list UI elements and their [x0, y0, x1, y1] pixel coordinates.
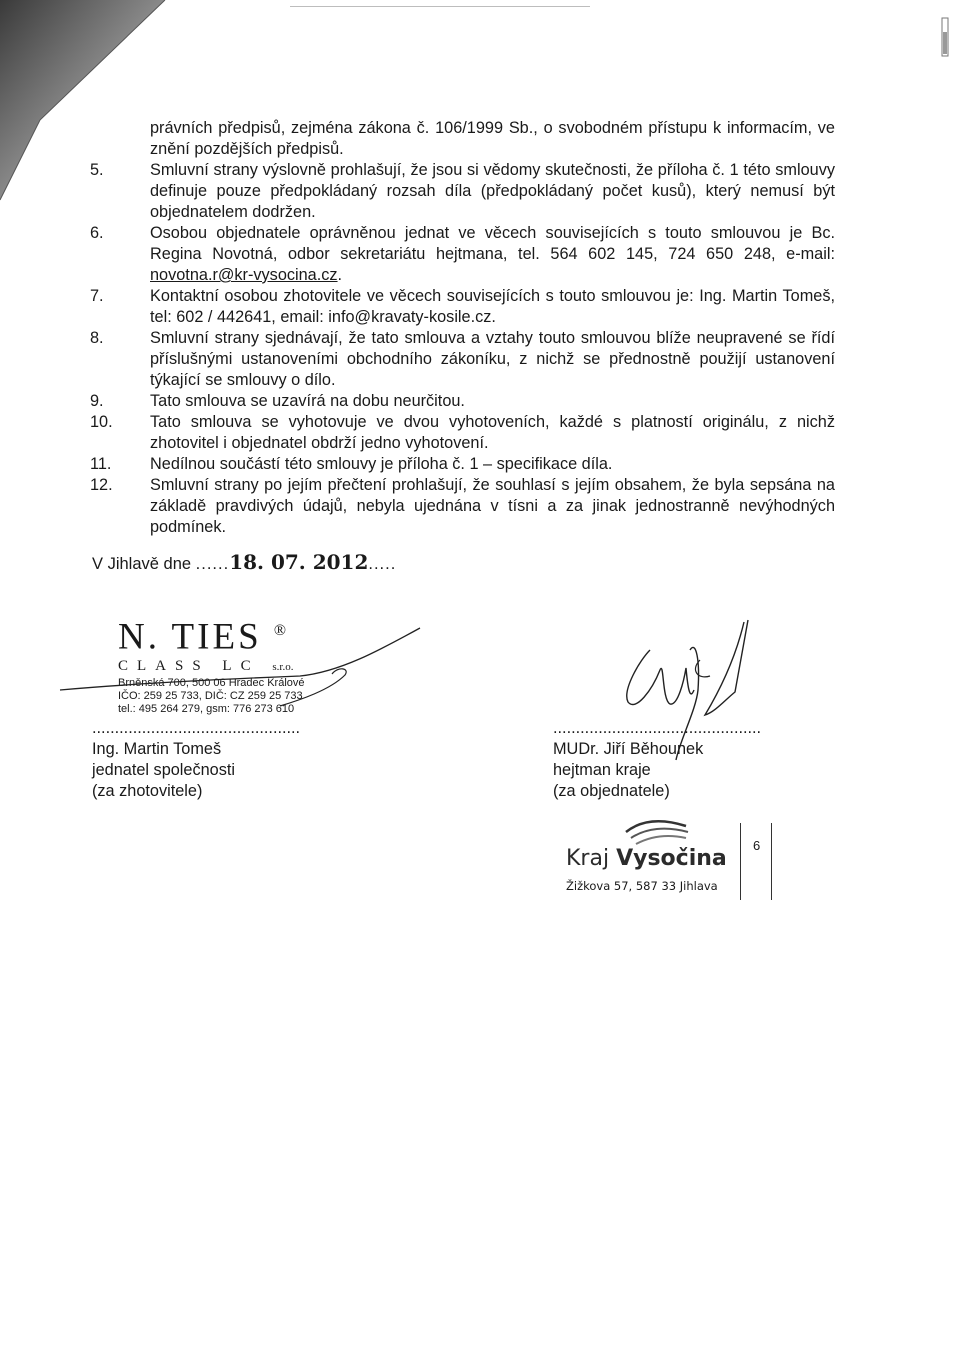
signatory-name: MUDr. Jiří Běhounek: [553, 740, 704, 758]
clause-text: Smluvní strany po jejím přečtení prohlašují, že souhlasí s jejím obsahem, že byla sepsána na základě pravdivých údajů, nebyla ujednána v tísni a za jinak jednostranně nevýhodných podmínek.: [150, 476, 835, 536]
signatory-role: jednatel společnosti: [92, 761, 236, 779]
signature-dots: ..............................................: [553, 719, 762, 737]
clause-text-tail: .: [337, 266, 343, 284]
date-label: V Jihlavě dne: [92, 555, 192, 573]
kraj-logo-icon: [616, 812, 706, 852]
stamp-address: Brněnská 700, 500 06 Hradec Králové: [118, 677, 305, 690]
clause-text: Smluvní strany sjednávají, že tato smlouva a vztahy touto smlouvou blíže neupravené se řídí příslušnými ustanoveními obchodního zákoníku, z nichž se přednostně použijí ustanovení týkající se smlouvy o dílo.: [150, 329, 835, 389]
signatory-name: Ing. Martin Tomeš: [92, 740, 222, 758]
signature-dots: ..............................................: [92, 719, 301, 737]
page-number-box: [740, 823, 772, 900]
email-link[interactable]: novotna.r@kr-vysocina.cz: [150, 266, 338, 284]
clause-number: 12.: [90, 476, 113, 494]
signatory-party: (za zhotovitele): [92, 782, 203, 800]
clause-text-body: Osobou objednatele oprávněnou jednat ve věcech souvisejících s touto smlouvou je Bc. Regina Novotná, odbor sekretariátu hejtmana, tel. 564 602 145, 724 650 248, e-mail:: [150, 224, 835, 263]
clause-text: právních předpisů, zejména zákona č. 106/1999 Sb., o svobodném přístupu k informacím, ve znění pozdějších předpisů.: [150, 119, 835, 158]
signatory-party: (za objednatele): [553, 782, 670, 800]
stamp-tel: tel.: 495 264 279, gsm: 776 273 610: [118, 703, 295, 716]
clause-text: Smluvní strany výslovně prohlašují, že jsou si vědomy skutečnosti, že příloha č. 1 této smlouvy definuje pouze předpokládaný rozsah díla (předpokládaný počet kusů), který nemusí být objednatelem dodržen.: [150, 161, 835, 221]
clause-text: Kontaktní osobou zhotovitele ve věcech souvisejících s touto smlouvou je: Ing. Martin Tomeš, tel: 602 / 442641, email: info@kravaty-kosile.cz.: [150, 287, 835, 326]
registered-mark: ®: [273, 622, 287, 639]
clause-number: 6.: [90, 224, 104, 242]
date-dots-after: .....: [368, 555, 397, 573]
clause-number: 7.: [90, 287, 104, 305]
clause-number: 8.: [90, 329, 104, 347]
stamp-sro: s.r.o.: [272, 661, 294, 674]
stamp-ico: IČO: 259 25 733, DIČ: CZ 259 25 733: [118, 690, 303, 703]
kraj-name-bold: Vysočina: [616, 846, 727, 871]
kraj-vysocina-stamp: [566, 812, 736, 893]
clause-number: 10.: [90, 413, 113, 431]
date-dots: ......: [195, 555, 230, 573]
signatory-left: [92, 718, 300, 802]
kraj-address: Žižkova 57, 587 33 Jihlava: [566, 879, 718, 893]
kraj-name-light: Kraj: [566, 846, 610, 871]
handwritten-date: 18. 07. 2012: [229, 550, 369, 574]
clause-number: 5.: [90, 161, 104, 179]
page-number: 6: [753, 838, 761, 853]
signatory-role: hejtman kraje: [553, 761, 651, 779]
signatory-right: [553, 718, 761, 802]
clause-text: Tato smlouva se vyhotovuje ve dvou vyhotoveních, každé s platností originálu, z nichž zhotovitel i objednatel obdrží jedno vyhotovení.: [150, 413, 835, 452]
clause-number: 11.: [90, 455, 112, 473]
clause-text: Nedílnou součástí této smlouvy je příloha č. 1 – specifikace díla.: [150, 455, 613, 473]
stamp-class-text: CLASS LC: [118, 658, 260, 675]
stamp-logo-text: N. TIES: [118, 616, 262, 658]
clause-number: 9.: [90, 392, 104, 410]
clause-text: Tato smlouva se uzavírá na dobu neurčitou.: [150, 392, 465, 410]
